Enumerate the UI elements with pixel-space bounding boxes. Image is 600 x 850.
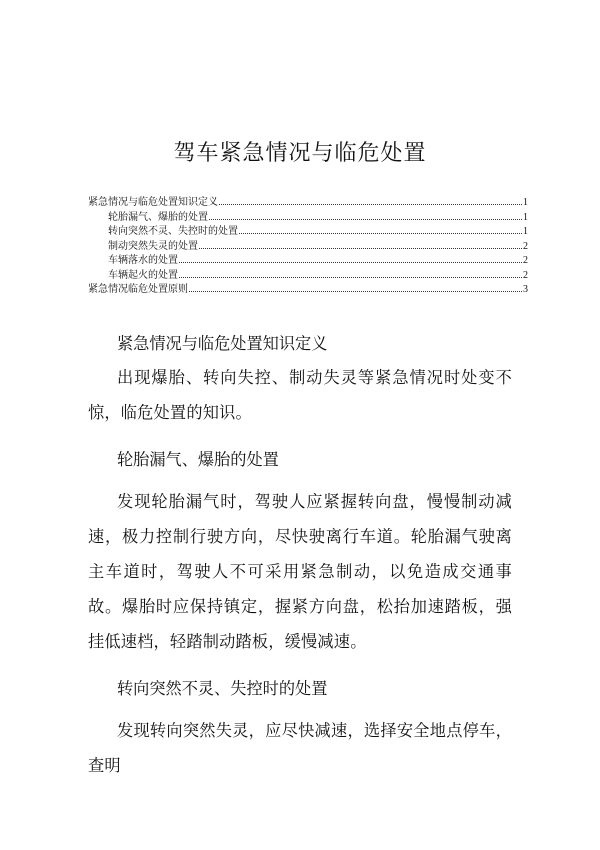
- toc-leader-dots: [219, 204, 522, 205]
- paragraph: 发现转向突然失灵，应尽快减速，选择安全地点停车，查明: [88, 721, 512, 775]
- paragraph: 发现轮胎漏气时，驾驶人应紧握转向盘，慢慢制动减速，极力控制行驶方向，尽快驶离行车道。轮胎漏气驶离主车道时，驾驶人不可采用紧急制动，以免造成交通事故。爆胎时应保持镇定，握紧方向盘，松抬加速踏板，强挂低速档，轻踏制动踏板，缓慢减速。: [88, 492, 512, 651]
- toc-leader-dots: [189, 291, 522, 292]
- toc-leader-dots: [199, 248, 522, 249]
- document-title: 驾车紧急情况与临危处置: [173, 141, 427, 166]
- toc-entry[interactable]: [88, 225, 528, 240]
- toc-entry[interactable]: [88, 269, 528, 284]
- toc-entry-label: 紧急情况临危处置原则: [88, 284, 188, 295]
- toc-entry-label: 制动突然失灵的处置: [108, 240, 198, 252]
- section-heading: 轮胎漏气、爆胎的处置: [117, 450, 279, 469]
- toc-entry[interactable]: [88, 254, 528, 269]
- table-of-contents: [88, 196, 528, 298]
- toc-page-number: 1: [523, 226, 528, 237]
- toc-leader-dots: [179, 262, 522, 263]
- toc-leader-dots: [239, 233, 522, 234]
- toc-entry[interactable]: [88, 240, 528, 255]
- toc-entry-label: 车辆起火的处置: [108, 269, 178, 281]
- toc-leader-dots: [209, 219, 522, 220]
- toc-entry[interactable]: [88, 196, 528, 211]
- toc-page-number: 2: [523, 255, 528, 266]
- toc-page-number: 2: [523, 269, 528, 281]
- paragraph: 出现爆胎、转向失控、制动失灵等紧急情况时处变不惊，临危处置的知识。: [88, 368, 512, 422]
- section-heading: 紧急情况与临危处置知识定义: [117, 334, 328, 353]
- section: [88, 444, 512, 659]
- document-body: [88, 328, 512, 797]
- section: [88, 328, 512, 430]
- toc-page-number: 3: [523, 284, 528, 295]
- toc-entry[interactable]: [88, 211, 528, 226]
- toc-page-number: 1: [523, 211, 528, 223]
- toc-page-number: 2: [523, 240, 528, 252]
- toc-page-number: 1: [523, 197, 528, 208]
- section: [88, 673, 512, 783]
- section-heading: 转向突然不灵、失控时的处置: [117, 679, 328, 698]
- toc-entry-label: 转向突然不灵、失控时的处置: [108, 226, 238, 237]
- toc-leader-dots: [179, 277, 522, 278]
- toc-entry-label: 轮胎漏气、爆胎的处置: [108, 211, 208, 223]
- toc-entry-label: 紧急情况与临危处置知识定义: [88, 197, 218, 208]
- toc-entry[interactable]: [88, 283, 528, 298]
- toc-entry-label: 车辆落水的处置: [108, 255, 178, 266]
